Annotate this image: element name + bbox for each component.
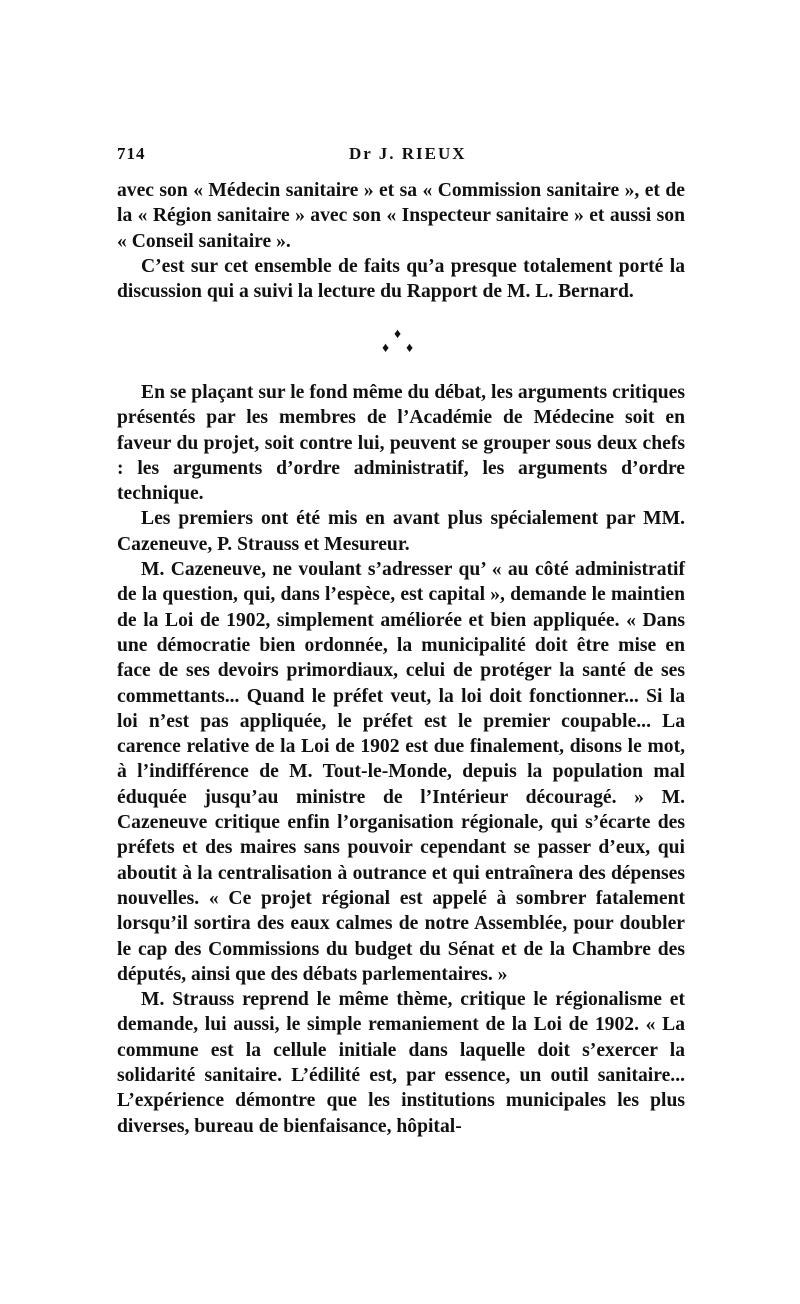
page-number: 714 [117, 144, 146, 163]
paragraph-continuation: avec son « Médecin sanitaire » et sa « Commission sanitaire », et de la « Région sanitaire » avec son « Inspecteur sanitaire » et aussi son « Conseil sanitaire ». [117, 180, 685, 252]
asterism-dot-right: ♦ [406, 341, 414, 356]
page-header [117, 144, 682, 170]
asterism-dot-top: ♦ [394, 327, 402, 342]
paragraph-strauss: M. Strauss reprend le même thème, critique le régionalisme et demande, lui aussi, le simple remaniement de la Loi de 1902. « La commune est la cellule initiale dans laquelle doit s’exercer la solidarité sanitaire. L’édilité est, par essence, un outil sanitaire... L’expérience démontre que les institutions municipales les plus diverses, bureau de bienfaisance, hôpital- [117, 989, 685, 1137]
paragraph-premiers: Les premiers ont été mis en avant plus spécialement par MM. Cazeneuve, P. Strauss et Mesureur. [117, 508, 685, 555]
paragraph-cazeneuve: M. Cazeneuve, ne voulant s’adresser qu’ « au côté administratif de la question, qui, dans l’espèce, est capital », demande le maintien de la Loi de 1902, simplement améliorée et bien appliquée. « Dans une démocratie bien ordonnée, la municipalité doit être mise en face de ses devoirs primordiaux, celui de protéger la santé de ses commettants... Quand le préfet veut, la loi doit fonctionner... Si la loi n’est pas appliquée, le préfet est le premier coupable... La carence relative de la Loi de 1902 est due finalement, disons le mot, à l’indifférence de M. Tout-le-Monde, depuis la population mal éduquée jusqu’au ministre de l’Intérieur découragé. » M. Cazeneuve critique enfin l’organisation régionale, qui s’écarte des préfets et des maires sans pouvoir cependant se passer d’eux, qui aboutit à la centralisation à outrance et qui entraînera des dépenses nouvelles. « Ce projet régional est appelé à sombrer fatalement lorsqu’il sortira des eaux calmes de notre Assemblée, pour doubler le cap des Commissions du budget du Sénat et de la Chambre des députés, ainsi que des débats parlementaires. » [117, 559, 685, 985]
asterism-dot-left: ♦ [382, 341, 390, 356]
paragraph-discussion: C’est sur cet ensemble de faits qu’a presque totalement porté la discussion qui a suivi la lecture du Rapport de M. L. Bernard. [117, 255, 685, 303]
section-break-asterism [380, 328, 420, 358]
running-head: Dr J. RIEUX [349, 144, 467, 163]
top-text-block [117, 178, 685, 304]
paragraph-arguments: En se plaçant sur le fond même du débat, les arguments critiques présentés par les membres de l’Académie de Médecine soit en faveur du projet, soit contre lui, peuvent se grouper sous deux chefs : les arguments d’ordre administratif, les arguments d’ordre technique. [117, 382, 685, 505]
main-text-block [117, 380, 685, 1139]
